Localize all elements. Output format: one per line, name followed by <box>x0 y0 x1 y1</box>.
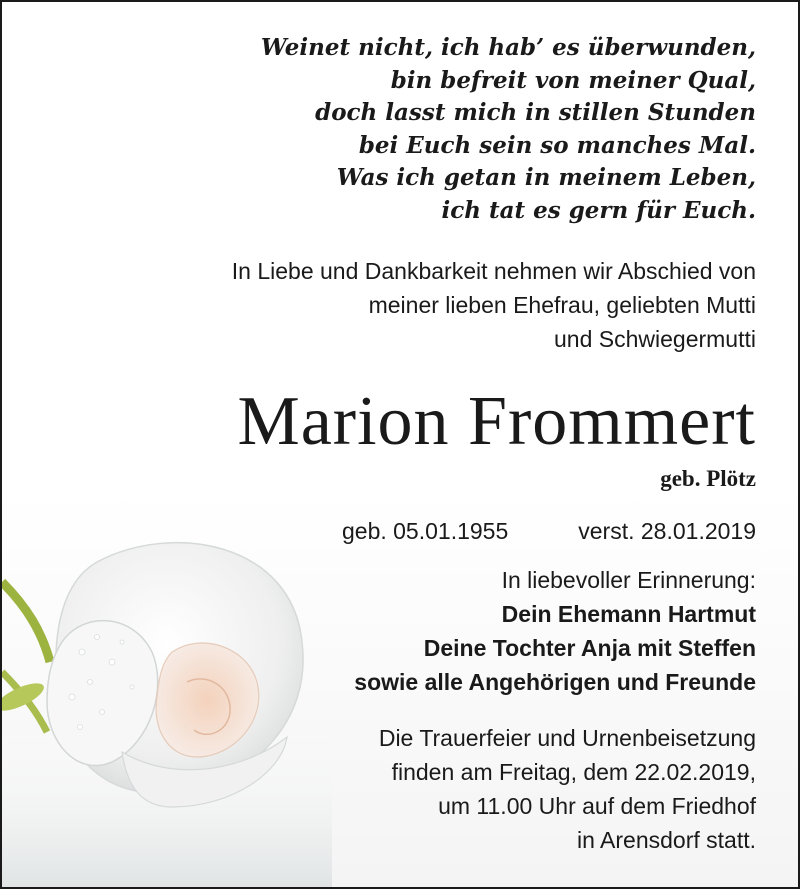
ceremony-line: in Arensdorf statt. <box>577 827 756 853</box>
intro-text <box>56 254 756 356</box>
mourners-block <box>56 563 756 699</box>
poem-line: ich tat es gern für Euch. <box>441 196 756 224</box>
intro-line: In Liebe und Dankbarkeit nehmen wir Abschied von <box>231 258 756 284</box>
ceremony-line: Die Trauerfeier und Urnenbeisetzung <box>378 725 756 751</box>
intro-line: meiner lieben Ehefrau, geliebten Mutti <box>368 292 756 318</box>
poem-line: doch lasst mich in stillen Stunden <box>315 99 756 126</box>
remembrance-intro: In liebevoller Erinnerung: <box>501 567 756 593</box>
poem-line: bei Euch sein so manches Mal. <box>358 131 756 159</box>
ceremony-line: um 11.00 Uhr auf dem Friedhof <box>438 793 756 819</box>
poem-line: Was ich getan in meinem Leben, <box>336 164 756 191</box>
life-dates <box>56 516 756 546</box>
ceremony-line: finden am Freitag, dem 22.02.2019, <box>391 759 756 785</box>
deceased-name: Marion Frommert <box>237 383 756 460</box>
mourner-line: Deine Tochter Anja mit Steffen <box>423 635 756 661</box>
ceremony-info <box>56 721 756 857</box>
poem <box>56 32 756 227</box>
poem-line: Weinet nicht, ich hab’ es überwunden, <box>260 34 756 61</box>
mourner-line: Dein Ehemann Hartmut <box>501 601 756 627</box>
poem-line: bin befreit von meiner Qual, <box>390 66 756 94</box>
notice-text <box>56 2 756 857</box>
mourner-line: sowie alle Angehörigen und Freunde <box>354 669 756 695</box>
death-date: verst. 28.01.2019 <box>578 518 756 544</box>
intro-line: und Schwiegermutti <box>554 326 756 352</box>
birth-date: geb. 05.01.1955 <box>341 518 509 544</box>
birth-name: geb. Plötz <box>660 466 756 491</box>
